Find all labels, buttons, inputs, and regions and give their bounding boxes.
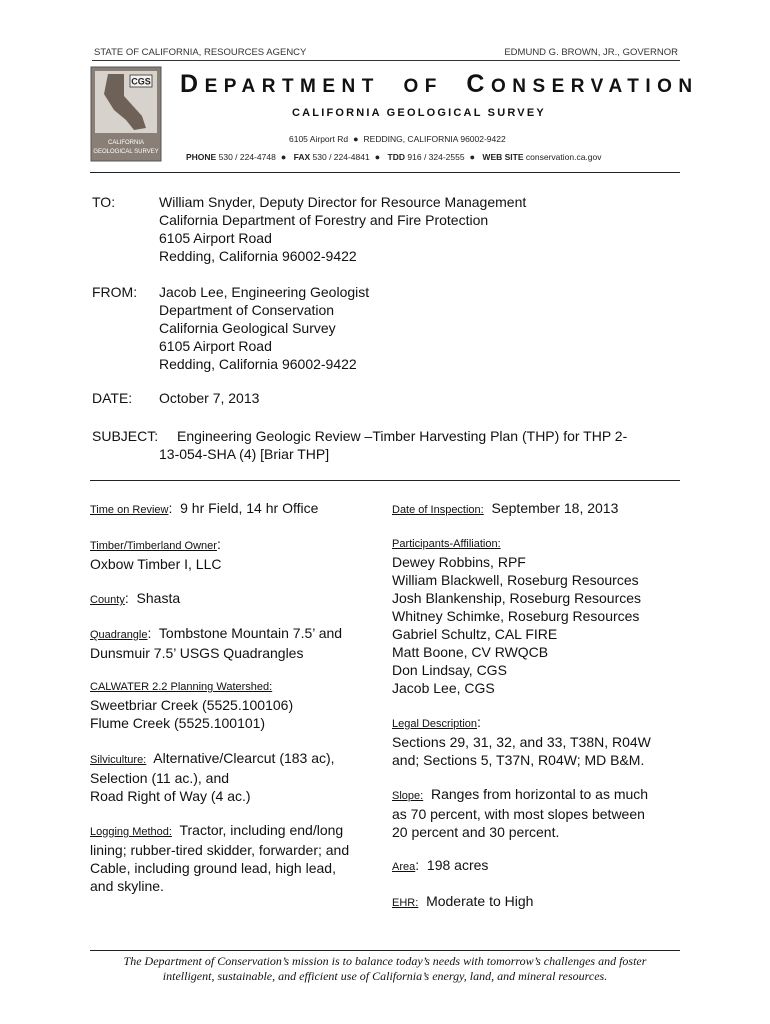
silviculture-field: Silviculture: Alternative/Clearcut (183 ac), Selection (11 ac.), and Road Right of Way (4 ac.) (90, 750, 335, 804)
agency-address: 6105 Airport Rd ● REDDING, CALIFORNIA 96002-9422 (289, 134, 506, 144)
participant-item: Josh Blankenship, Roseburg Resources (392, 590, 642, 606)
county-field: County: Shasta (90, 590, 181, 606)
governor-name: EDMUND G. BROWN, JR., GOVERNOR (504, 47, 678, 58)
logging-method-field: Logging Method: Tractor, including end/long lining; rubber-tired skidder, forwarder; and Cable, including ground lead, high lead, and skyline. (90, 822, 350, 894)
quadrangle-field: Quadrangle: Tombstone Mountain 7.5’ and Dunsmuir 7.5’ USGS Quadrangles (90, 625, 343, 661)
date-label: DATE: (92, 390, 133, 406)
owner-field: Timber/Timberland Owner: Oxbow Timber I, LLC (90, 536, 222, 572)
watershed-field: CALWATER 2.2 Planning Watershed: Sweetbriar Creek (5525.100106) Flume Creek (5525.100101) (90, 681, 294, 731)
from-label: FROM: (92, 284, 138, 300)
from-block: Jacob Lee, Engineering Geologist Department of Conservation California Geological Survey 6105 Airport Road Redding, California 96002-9422 (159, 284, 370, 372)
participant-item: William Blackwell, Roseburg Resources (392, 572, 639, 588)
inspection-date: Date of Inspection: September 18, 2013 (392, 500, 619, 516)
cgs-logo (90, 66, 162, 162)
mission-statement: The Department of Conservation’s mission is to balance today’s needs with tomorrow’s challenges and foster intelligent, sustainable, and efficient use of California’s energy, land, and mineral resources. (123, 954, 647, 983)
legal-description-field: Legal Description: Sections 29, 31, 32, and 33, T38N, R04W and; Sections 5, T37N, R04W; MD B&M. (392, 714, 651, 768)
slope-field: Slope: Ranges from horizontal to as much as 70 percent, with most slopes between 20 percent and 30 percent. (392, 786, 649, 840)
to-label: TO: (92, 194, 116, 210)
area-field: Area: 198 acres (392, 857, 489, 873)
logo-caption-2: GEOLOGICAL SURVEY (93, 149, 159, 155)
letterhead-top-line (92, 46, 680, 61)
contact-line: PHONE 530 / 224-4748 ● FAX 530 / 224-4841 ● TDD 916 / 324-2555 ● WEB SITE conservation.ca.gov (186, 152, 602, 162)
logo-text: CGS (131, 76, 151, 87)
subject-line-2: 13-054-SHA (4) [Briar THP] (159, 446, 330, 462)
ehr-field: EHR: Moderate to High (392, 893, 534, 909)
to-block: William Snyder, Deputy Director for Resource Management California Department of Forestry and Fire Protection 6105 Airport Road Redding, California 96002-9422 (159, 194, 527, 264)
website-link[interactable]: conservation.ca.gov (525, 152, 602, 162)
section-divider (90, 480, 680, 481)
subject-label: SUBJECT: (92, 428, 159, 444)
logo-caption-1: CALIFORNIA (107, 140, 145, 146)
subject-line-1: Engineering Geologic Review –Timber Harvesting Plan (THP) for THP 2- (177, 428, 628, 444)
memo-date: October 7, 2013 (159, 390, 260, 406)
participant-item: Matt Boone, CV RWQCB (392, 644, 549, 660)
participants-field: Participants-Affiliation: Dewey Robbins, RPF William Blackwell, Roseburg Resources Josh Blankenship, Roseburg Resources Whitney Schimke, Roseburg Resources Gabriel Schultz, CAL FIRE Matt Boone, CV RWQCB Don Lindsay, CGS Jacob Lee, CGS (392, 538, 642, 696)
header-divider (90, 172, 680, 173)
participant-item: Gabriel Schultz, CAL FIRE (392, 626, 558, 642)
participant-item: Don Lindsay, CGS (392, 662, 507, 678)
footer-divider (90, 950, 680, 951)
participant-item: Jacob Lee, CGS (392, 680, 495, 696)
time-on-review: Time on Review: 9 hr Field, 14 hr Office (90, 500, 319, 516)
department-title: DEPARTMENT OF CONSERVATION (180, 70, 699, 98)
survey-name: CALIFORNIA GEOLOGICAL SURVEY (292, 107, 546, 119)
participant-item: Dewey Robbins, RPF (392, 554, 526, 570)
agency-name: STATE OF CALIFORNIA, RESOURCES AGENCY (94, 47, 307, 58)
participant-item: Whitney Schimke, Roseburg Resources (392, 608, 640, 624)
